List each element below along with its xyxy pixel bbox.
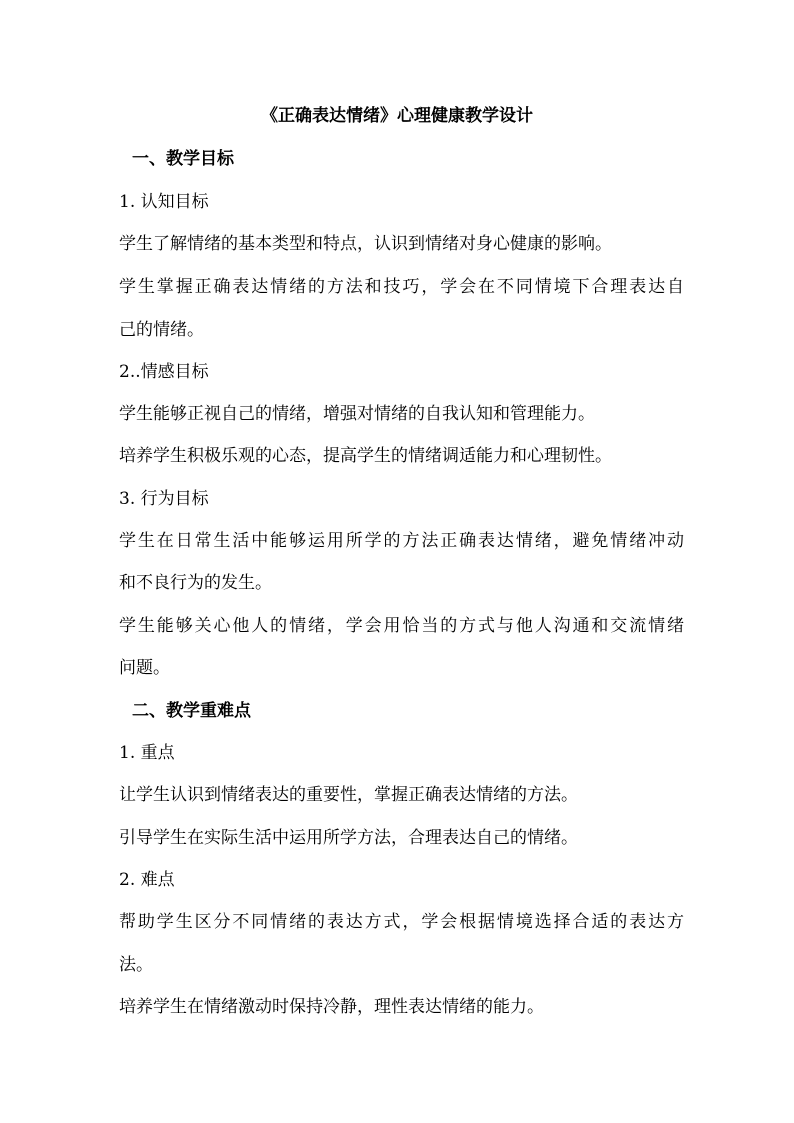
subheading-behavioral: 3. 行为目标 bbox=[119, 489, 209, 509]
subheading-difficulty: 2. 难点 bbox=[119, 870, 175, 890]
paragraph-line: 培养学生积极乐观的心态，提高学生的情绪调适能力和心理韧性。 bbox=[119, 446, 612, 466]
section-heading-objectives: 一、教学目标 bbox=[132, 149, 234, 169]
subheading-key-point: 1. 重点 bbox=[119, 743, 175, 763]
paragraph-line: 培养学生在情绪激动时保持冷静，理性表达情绪的能力。 bbox=[119, 997, 544, 1017]
paragraph-line: 帮助学生区分不同情绪的表达方式，学会根据情境选择合适的表达方 bbox=[119, 912, 684, 932]
document-title: 《正确表达情绪》心理健康教学设计 bbox=[261, 106, 533, 126]
section-heading-key-points: 二、教学重难点 bbox=[132, 701, 251, 721]
paragraph-line: 学生掌握正确表达情绪的方法和技巧，学会在不同情境下合理表达自 bbox=[119, 277, 684, 297]
paragraph-line: 和不良行为的发生。 bbox=[119, 573, 272, 593]
paragraph-line: 法。 bbox=[119, 955, 153, 975]
paragraph-line: 问题。 bbox=[119, 658, 170, 678]
paragraph-line: 学生了解情绪的基本类型和特点，认识到情绪对身心健康的影响。 bbox=[119, 234, 612, 254]
paragraph-line: 己的情绪。 bbox=[119, 320, 204, 340]
paragraph-line: 让学生认识到情绪表达的重要性，掌握正确表达情绪的方法。 bbox=[119, 785, 578, 805]
subheading-emotional: 2..情感目标 bbox=[119, 362, 209, 382]
paragraph-line: 引导学生在实际生活中运用所学方法，合理表达自己的情绪。 bbox=[119, 828, 578, 848]
paragraph-line: 学生能够关心他人的情绪，学会用恰当的方式与他人沟通和交流情绪 bbox=[119, 616, 684, 636]
paragraph-line: 学生能够正视自己的情绪，增强对情绪的自我认知和管理能力。 bbox=[119, 404, 595, 424]
paragraph-line: 学生在日常生活中能够运用所学的方法正确表达情绪，避免情绪冲动 bbox=[119, 531, 684, 551]
subheading-cognitive: 1. 认知目标 bbox=[119, 192, 209, 212]
